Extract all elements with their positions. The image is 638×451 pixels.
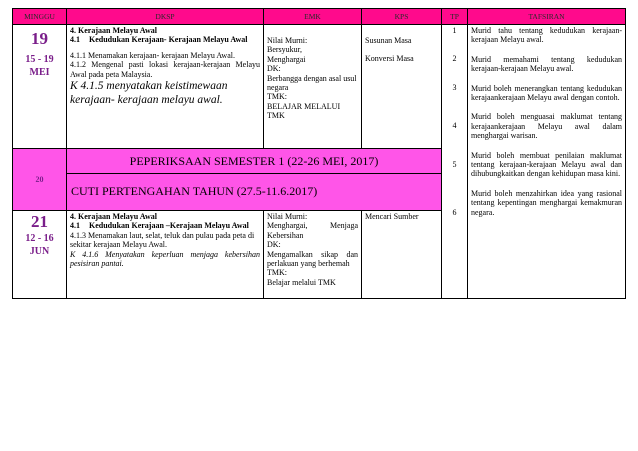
emk-line: Berbangga dengan asal usul negara: [267, 73, 357, 93]
header-tp: TP: [442, 9, 468, 25]
dksp-standard-416: K 4.1.6 Menyatakan keperluan menjaga kebersihan pesisiran pantai.: [70, 249, 260, 269]
tafsiran-item: Murid boleh menerangkan tentang kedudukan kerajaankerajaan Melayu awal dengan contoh.: [471, 83, 622, 103]
emk-cell-19: [264, 25, 362, 149]
header-kps: KPS: [362, 9, 442, 25]
week-cell-20: 20: [13, 149, 67, 211]
header-emk: EMK: [264, 9, 362, 25]
week-cell-19: [13, 25, 67, 149]
emk-line: Mengamalkan sikap dan perlakuan yang berhemah: [267, 249, 358, 269]
dksp-title: 4. Kerajaan Melayu Awal: [70, 212, 157, 221]
kps-cell-19: [362, 25, 442, 149]
tafsiran-cell: [468, 25, 626, 299]
dksp-subtitle: 4.1 Kedudukan Kerajaan –Kerajaan Melayu Awal: [70, 221, 249, 231]
kps-line: Mencari Sumber: [365, 212, 419, 221]
week-number: 19: [31, 29, 48, 48]
dksp-standard-411: 4.1.1 Menamakan kerajaan- kerajaan Melayu Awal.: [70, 50, 235, 60]
week-date: 12 - 16 JUN: [25, 233, 54, 257]
emk-line: Bersyukur,: [267, 45, 303, 55]
dksp-subtitle: 4.1 Kedudukan Kerajaan- Kerajaan Melayu Awal: [70, 35, 248, 45]
dksp-cell-19: [67, 25, 264, 149]
tafsiran-item: Murid memahami tentang kedudukan kerajaan-kerajaan Melayu awal.: [471, 54, 622, 74]
holiday-notice: CUTI PERTENGAHAN TAHUN (27.5-11.6.2017): [71, 184, 318, 198]
emk-line: TMK:: [267, 92, 287, 102]
dksp-cell-21: [67, 211, 264, 299]
week-date: 15 - 19 MEI: [25, 54, 54, 78]
exam-notice: PEPERIKSAAN SEMESTER 1 (22-26 MEI, 2017): [67, 149, 441, 174]
kps-cell-21: [362, 211, 442, 299]
emk-line: TMK:: [267, 268, 287, 278]
tp-cell: [442, 25, 468, 299]
week-cell-21: [13, 211, 67, 299]
tp-level: 5: [452, 159, 457, 169]
emk-cell-21: [264, 211, 362, 299]
tafsiran-item: Murid boleh menzahirkan idea yang rasional tentang kepentingan menghargai kemakmuran negara.: [471, 188, 622, 217]
header-row: [13, 9, 626, 25]
header-dksp: DKSP: [67, 9, 264, 25]
emk-line: Menghargai: [267, 54, 306, 64]
dksp-title: 4. Kerajaan Melayu Awal: [70, 26, 157, 35]
tafsiran-item: Murid tahu tentang kedudukan kerajaan-kerajaan Melayu awal.: [471, 26, 622, 45]
emk-line: Nilai Murni:: [267, 36, 308, 45]
tp-level: 2: [452, 54, 457, 64]
header-tafsiran: TAFSIRAN: [468, 9, 626, 25]
tp-level: 6: [452, 208, 457, 218]
table-row-week-19: [13, 25, 626, 149]
week-number: 21: [31, 212, 48, 231]
emk-line: Menghargai, Menjaga Kebersihan: [267, 221, 358, 240]
emk-line: Nilai Murni:: [267, 212, 308, 221]
dksp-standard-412: 4.1.2 Mengenal pasti lokasi kerajaan-kerajaan Melayu Awal pada peta Malaysia.: [70, 60, 260, 79]
tp-level: 4: [452, 121, 457, 131]
kps-line: Konversi Masa: [365, 54, 414, 64]
tp-level: 1: [452, 26, 457, 35]
tafsiran-item: Murid boleh menguasai maklumat tentang kerajaankerajaan Melayu awal dalam menghargai warisan.: [471, 112, 622, 141]
emk-line: DK:: [267, 64, 281, 74]
dksp-standard-413: 4.1.3 Menamakan laut, selat, teluk dan pulau pada peta di sekitar kerajaan Melayu Awal.: [70, 230, 255, 250]
emk-line: Belajar melalui TMK: [267, 277, 336, 287]
tafsiran-item: Murid boleh membuat penilaian maklumat tentang kerajaan-kerajaan Melayu awal dan dihubungkaitkan dengan kehidupan masa kini.: [471, 150, 622, 179]
lesson-plan-table: [12, 8, 626, 299]
emk-line: BELAJAR MELALUI TMK: [267, 101, 341, 121]
tp-level: 3: [452, 82, 457, 92]
exam-holiday-cell: [67, 149, 442, 211]
kps-line: Susunan Masa: [365, 36, 412, 45]
dksp-standard-415: K 4.1.5 menyatakan keistimewaan kerajaan- kerajaan melayu awal.: [70, 80, 228, 107]
emk-line: DK:: [267, 240, 281, 250]
header-minggu: MINGGU: [13, 9, 67, 25]
